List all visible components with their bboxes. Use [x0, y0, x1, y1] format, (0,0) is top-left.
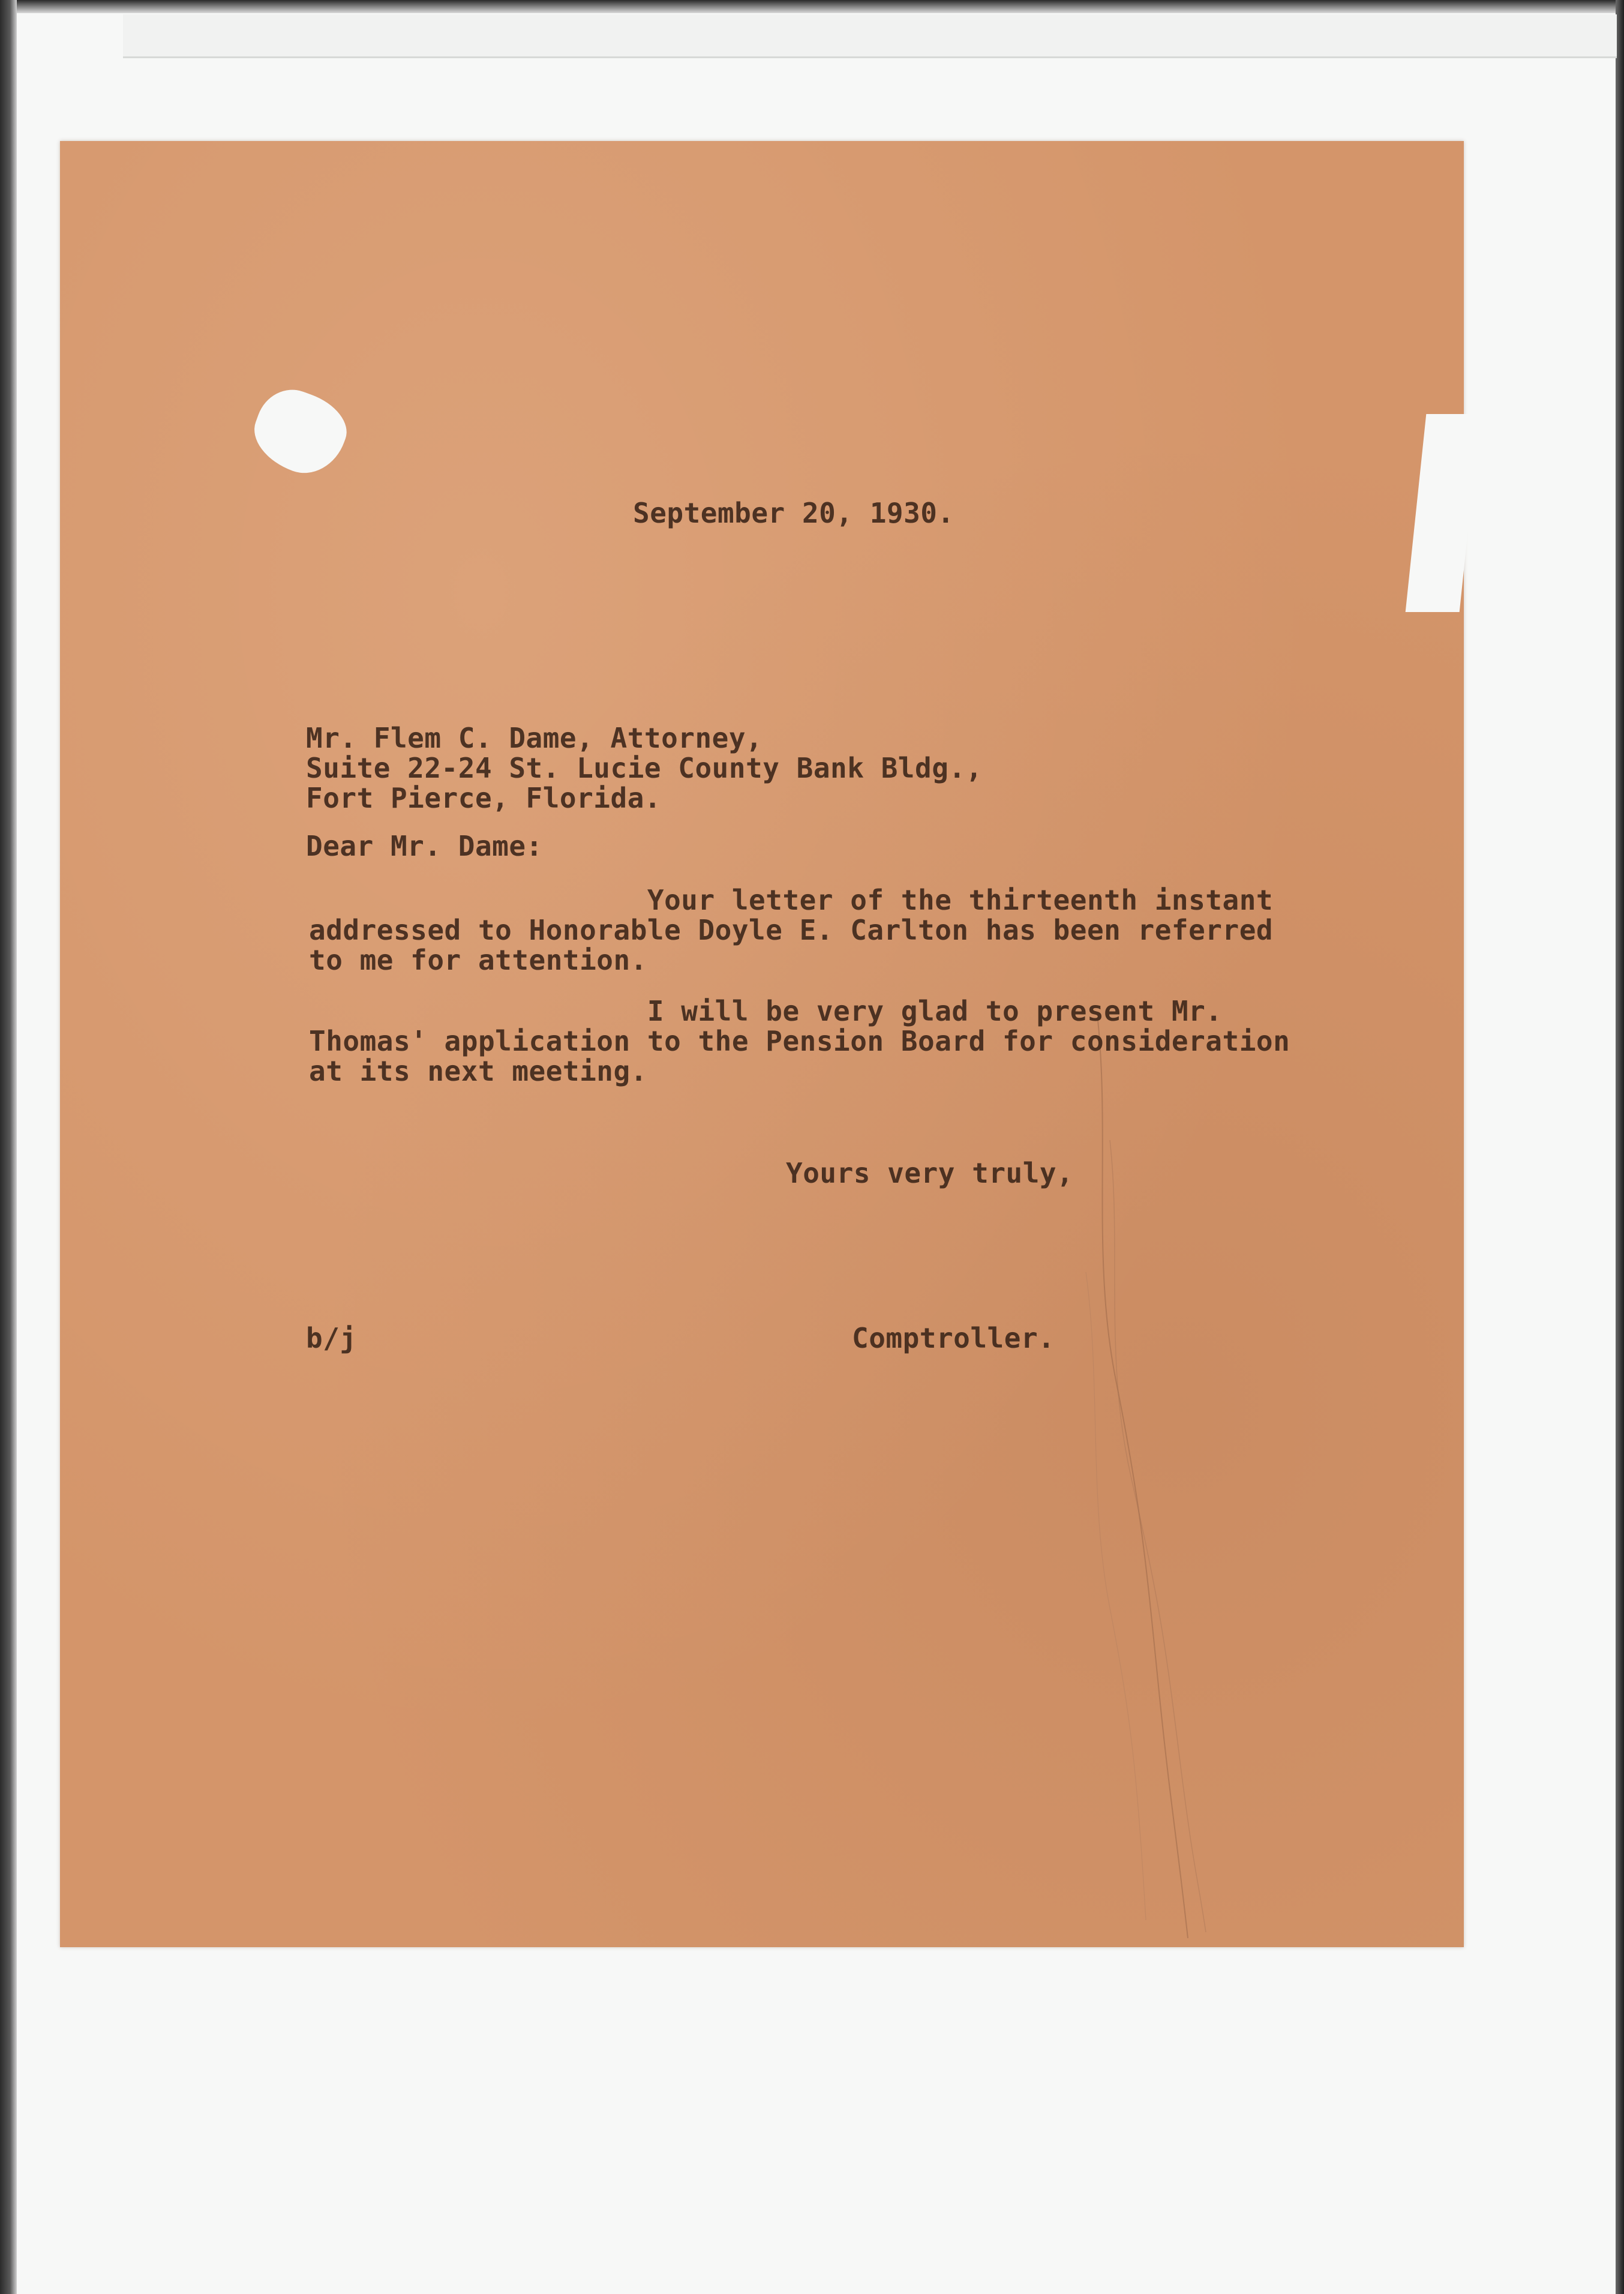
body-paragraph-2	[309, 996, 1290, 1086]
paragraph-line: addressed to Honorable Doyle E. Carlton has been referred	[309, 914, 1274, 946]
letter-date: September 20, 1930.	[633, 497, 954, 529]
signature-title: Comptroller.	[852, 1322, 1055, 1354]
paragraph-line: to me for attention.	[309, 944, 647, 976]
paragraph-line: Thomas' application to the Pension Board for consideration	[309, 1025, 1290, 1057]
scan-top-strip	[123, 14, 1617, 58]
paragraph-line: I will be very glad to present Mr.	[309, 995, 1223, 1027]
paper-crease	[1074, 1020, 1230, 1938]
scan-left-edge	[0, 0, 17, 2294]
recipient-line: Fort Pierce, Florida.	[306, 782, 662, 814]
recipient-line: Suite 22-24 St. Lucie County Bank Bldg.,	[306, 752, 983, 784]
complimentary-close: Yours very truly,	[786, 1157, 1074, 1189]
recipient-line: Mr. Flem C. Dame, Attorney,	[306, 722, 763, 754]
body-paragraph-1	[309, 885, 1273, 975]
typist-initials: b/j	[306, 1322, 357, 1354]
recipient-address	[306, 723, 983, 813]
paragraph-line: Your letter of the thirteenth instant	[309, 884, 1274, 916]
scan-top-edge	[0, 0, 1624, 13]
scan-right-edge	[1616, 0, 1624, 2294]
salutation: Dear Mr. Dame:	[306, 830, 543, 862]
paragraph-line: at its next meeting.	[309, 1055, 647, 1087]
